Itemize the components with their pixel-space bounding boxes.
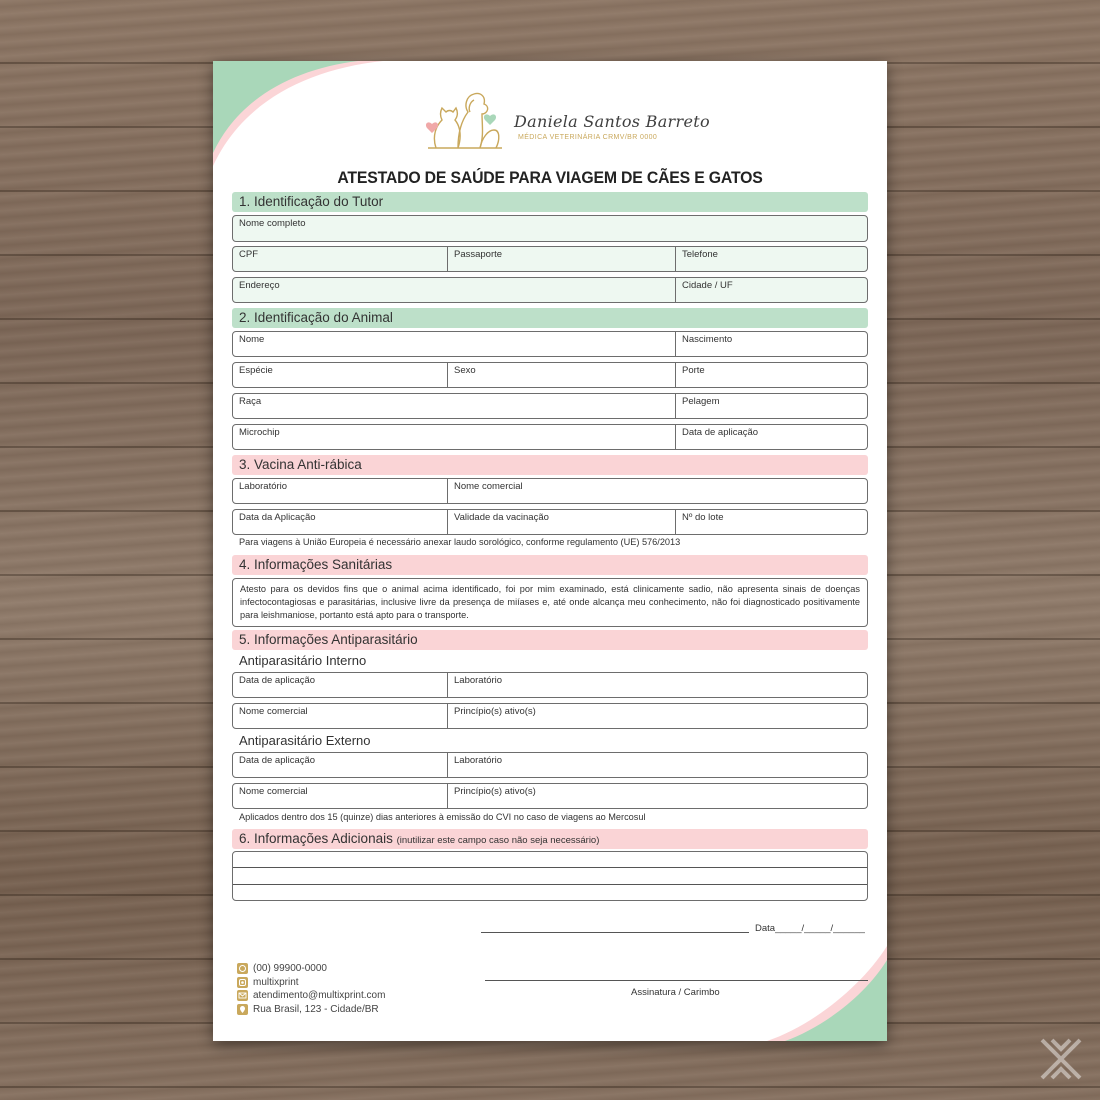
row-endereco-cidade bbox=[232, 277, 868, 303]
field-cpf[interactable]: CPF bbox=[239, 249, 258, 260]
antiparasitario-externo-title: Antiparasitário Externo bbox=[239, 733, 371, 748]
instagram-text: multixprint bbox=[253, 976, 299, 988]
sanitarias-statement: Atesto para os devidos fins que o animal acima identificado, foi por mim examinado, está clinicamente sadio, não apresenta sinais de doenças infectocontagiosas e parasitárias, inclusive livre da presença de miíases e, até onde alcança meu conhecimento, não foi diagnosticado positivamente para leishmaniose, portanto está apto para o transporte. bbox=[232, 578, 868, 627]
date-field[interactable]: Data_____/_____/______ bbox=[755, 923, 865, 934]
section-vacina-heading: 3. Vacina Anti-rábica bbox=[232, 455, 868, 475]
writing-line bbox=[233, 884, 867, 885]
field-nome-animal[interactable]: Nome bbox=[239, 334, 265, 345]
row-especie-sexo-porte bbox=[232, 362, 868, 388]
writing-line bbox=[233, 867, 867, 868]
row-externo-comercial-principio bbox=[232, 783, 868, 809]
instagram-icon bbox=[237, 977, 248, 988]
field-externo-nome-comercial[interactable]: Nome comercial bbox=[239, 786, 308, 797]
document-title: ATESTADO DE SAÚDE PARA VIAGEM DE CÃES E GATOS bbox=[337, 168, 763, 187]
adicionais-text-area[interactable] bbox=[232, 851, 868, 901]
row-raca-pelagem bbox=[232, 393, 868, 419]
field-endereco[interactable]: Endereço bbox=[239, 280, 280, 291]
contact-instagram bbox=[237, 976, 385, 990]
adicionais-title: 6. Informações Adicionais bbox=[239, 831, 393, 846]
signature-label: Assinatura / Carimbo bbox=[631, 987, 720, 998]
vet-logo bbox=[418, 86, 718, 156]
corner-decoration-top bbox=[213, 61, 388, 171]
field-data-aplicacao-vacina[interactable]: Data da Aplicação bbox=[239, 512, 316, 523]
antiparasitario-interno-title: Antiparasitário Interno bbox=[239, 653, 367, 668]
section-antiparasitario-heading: 5. Informações Antiparasitário bbox=[232, 630, 868, 650]
field-porte[interactable]: Porte bbox=[675, 363, 867, 387]
address-text: Rua Brasil, 123 - Cidade/BR bbox=[253, 1003, 379, 1015]
field-nome-completo[interactable] bbox=[232, 215, 868, 242]
field-externo-principio[interactable]: Princípio(s) ativo(s) bbox=[447, 784, 867, 808]
row-aplicacao-validade-lote bbox=[232, 509, 868, 535]
field-numero-lote[interactable]: Nº do lote bbox=[675, 510, 867, 534]
section-tutor-heading: 1. Identificação do Tutor bbox=[232, 192, 868, 212]
row-microchip bbox=[232, 424, 868, 450]
email-icon bbox=[237, 990, 248, 1001]
field-interno-principio[interactable]: Princípio(s) ativo(s) bbox=[447, 704, 867, 728]
field-data-aplicacao-microchip[interactable]: Data de aplicação bbox=[675, 425, 867, 449]
brand-name: Daniela Santos Barreto bbox=[514, 112, 710, 131]
field-interno-nome-comercial[interactable]: Nome comercial bbox=[239, 706, 308, 717]
row-interno-comercial-principio bbox=[232, 703, 868, 729]
contact-address bbox=[237, 1003, 385, 1017]
field-passaporte[interactable]: Passaporte bbox=[447, 247, 675, 271]
antiparasitario-note: Aplicados dentro dos 15 (quinze) dias anteriores à emissão do CVI no caso de viagens ao Mercosul bbox=[239, 812, 646, 822]
field-pelagem[interactable]: Pelagem bbox=[675, 394, 867, 418]
field-telefone[interactable]: Telefone bbox=[675, 247, 867, 271]
field-nascimento[interactable]: Nascimento bbox=[675, 332, 867, 356]
row-externo-aplicacao-laboratorio bbox=[232, 752, 868, 778]
email-text: atendimento@multixprint.com bbox=[253, 990, 386, 1001]
whatsapp-icon bbox=[237, 963, 248, 974]
field-label: Nome completo bbox=[239, 218, 306, 229]
adicionais-hint: (inutilizar este campo caso não seja necessário) bbox=[396, 835, 600, 846]
contact-email bbox=[237, 989, 385, 1003]
watermark-logo-icon bbox=[1038, 1036, 1084, 1082]
contact-block bbox=[237, 962, 385, 1016]
row-laboratorio-nome-comercial bbox=[232, 478, 868, 504]
field-raca[interactable]: Raça bbox=[239, 396, 262, 407]
section-sanitarias-heading: 4. Informações Sanitárias bbox=[232, 555, 868, 575]
section-adicionais-heading bbox=[232, 829, 868, 849]
corner-decoration-bottom bbox=[767, 946, 887, 1041]
pets-logo-icon bbox=[418, 86, 508, 154]
row-cpf-passaporte-telefone bbox=[232, 246, 868, 272]
row-interno-aplicacao-laboratorio bbox=[232, 672, 868, 698]
field-nome-comercial-vacina[interactable]: Nome comercial bbox=[447, 479, 867, 503]
field-interno-data-aplicacao[interactable]: Data de aplicação bbox=[239, 675, 316, 686]
field-microchip[interactable]: Microchip bbox=[239, 427, 280, 438]
field-cidade-uf[interactable]: Cidade / UF bbox=[675, 278, 867, 302]
location-pin-icon bbox=[237, 1004, 248, 1015]
field-validade-vacinacao[interactable]: Validade da vacinação bbox=[447, 510, 675, 534]
field-externo-data-aplicacao[interactable]: Data de aplicação bbox=[239, 755, 316, 766]
phone-text: (00) 99900-0000 bbox=[253, 963, 327, 974]
field-interno-laboratorio[interactable]: Laboratório bbox=[447, 673, 867, 697]
field-laboratorio-vacina[interactable]: Laboratório bbox=[239, 481, 288, 492]
contact-phone bbox=[237, 962, 385, 976]
signature-line[interactable] bbox=[485, 980, 868, 981]
vacina-note: Para viagens à União Europeia é necessário anexar laudo sorológico, conforme regulamento (UE) 576/2013 bbox=[239, 537, 681, 547]
place-line[interactable] bbox=[481, 932, 749, 933]
field-sexo[interactable]: Sexo bbox=[447, 363, 675, 387]
field-externo-laboratorio[interactable]: Laboratório bbox=[447, 753, 867, 777]
certificate-sheet bbox=[213, 61, 887, 1041]
brand-subtitle: MÉDICA VETERINÁRIA CRMV/BR 0000 bbox=[518, 134, 658, 141]
field-especie[interactable]: Espécie bbox=[239, 365, 273, 376]
section-animal-heading: 2. Identificação do Animal bbox=[232, 308, 868, 328]
row-nome-nascimento bbox=[232, 331, 868, 357]
